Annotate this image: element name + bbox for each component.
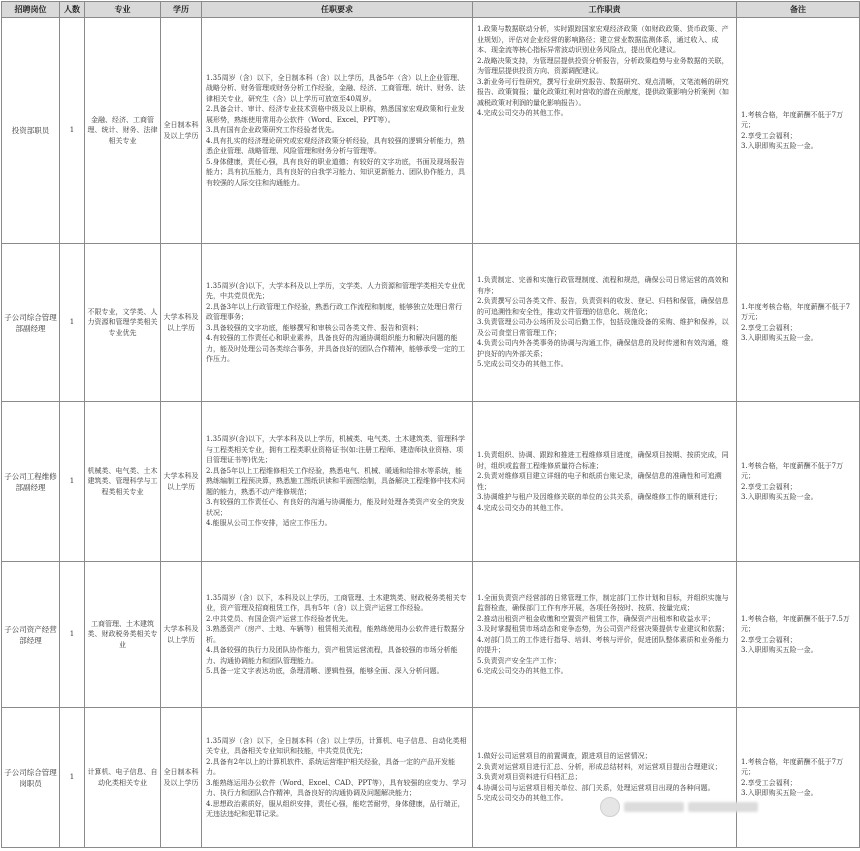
header-education: 学历 <box>161 2 202 18</box>
major-cell: 不限专业，文学类、人力资源和管理学类相关专业优先 <box>85 244 161 402</box>
duties-cell <box>473 402 737 562</box>
table-row <box>2 562 860 708</box>
major-cell: 机械类、电气类、土木建筑类、管理科学与工程类相关专业 <box>85 402 161 562</box>
requirement-item: 2.具备会计、审计、经济专业技术资格中级及以上职称，熟悉国家宏观政策和行业发展形势，熟练使用常用办公软件（Word、Excel、PPT等）。 <box>206 105 465 124</box>
requirement-item: 5.身体健康，责任心强，具有良好的职业道德；有较好的文字功底，书面及现场报告能力；具有抗压能力，具有良好的自我学习能力、知识更新能力、团队协作能力，具有较强的人际交往和沟通能力。 <box>206 157 465 187</box>
requirement-item: 1.35周岁（含）以下，全日制本科（含）以上学历，计算机、电子信息、自动化类相关专业，具备相关专业知识和技能，中共党员优先； <box>206 736 467 755</box>
count-cell: 1 <box>60 18 85 244</box>
remark-item: 2.享受工会福利； <box>741 482 797 491</box>
major-cell: 工商管理、土木建筑类、财政税务类相关专业 <box>85 562 161 708</box>
duty-item: 1.负责制定、完善和实施行政管理制度、流程和规范，确保公司日常运营的高效和有序； <box>477 276 729 295</box>
requirements-cell <box>202 18 473 244</box>
header-count: 人数 <box>60 2 85 18</box>
remark-item: 3.入职即购买五险一金。 <box>741 142 818 150</box>
requirement-item: 1.35周岁（含）以下，全日制本科（含）以上学历，具备5年（含）以上企业管理、战略分析、财务管理或财务分析工作经验，金融、经济、工商管理、统计、财务、法律相关专业，研究生（含）以上学历可放宽至40周岁。 <box>206 73 465 103</box>
requirement-item: 3.能熟练运用办公软件（Word、Excel、CAD、PPT等），具有较强的应变力、学习力、执行力和团队合作精神，具备良好的沟通协调及问题解决能力； <box>206 778 467 797</box>
duty-item: 2.战略决策支持，为管理层提供投资分析报告，分析政策趋势与业务数据的关联，为管理层提供投资方向、资源调配建议。 <box>477 56 729 75</box>
remark-item: 2.享受工会福利； <box>741 131 797 140</box>
requirements-cell <box>202 562 473 708</box>
requirements-cell <box>202 708 473 848</box>
remark-item: 3.入职即购买五险一金。 <box>741 334 818 342</box>
education-cell: 全日制本科及以上学历 <box>161 708 202 848</box>
major-cell: 计算机、电子信息、自动化类相关专业 <box>85 708 161 848</box>
header-requirements: 任职要求 <box>202 2 473 18</box>
requirement-item: 1.35周岁(含)以下，大学本科及以上学历，文学类、人力资源和管理学类相关专业优先，中共党员优先； <box>206 281 466 300</box>
education-cell: 大学本科及以上学历 <box>161 402 202 562</box>
duties-cell <box>473 244 737 402</box>
duty-item: 6.完成公司交办的其他工作。 <box>477 667 568 675</box>
duty-item: 4.负责公司内外各类事务的协调与沟通工作，确保信息的及时传递和有效沟通，维护良好的内外部关系； <box>477 339 729 358</box>
major-cell: 金融、经济、工商管理、统计、财务、法律相关专业 <box>85 18 161 244</box>
remark-item: 3.入职即购买五险一金。 <box>741 789 818 797</box>
duty-item: 5.负责资产安全生产工作； <box>477 656 561 665</box>
requirement-item: 4.有较强的工作责任心和职业素养，具备良好的沟通协调组织能力和解决问题的能力，能及时处理公司各类综合事务，并具备良好的团队合作精神，能够承受一定的工作压力。 <box>206 334 465 363</box>
requirement-item: 5.具备一定文字表达功底，条理清晰、逻辑性强，能够全面、深入分析问题。 <box>206 667 444 675</box>
remark-item: 1.考核合格，年度薪酬不低于7万元； <box>741 757 844 776</box>
requirement-item: 4.思想政治素质好，服从组织安排，责任心强，能吃苦耐劳，身体健康，品行端正，无违法违纪和犯罪记录。 <box>206 799 465 818</box>
education-cell: 大学本科及以上学历 <box>161 562 202 708</box>
remark-item: 1.年度考核合格，年度薪酬不低于7万元； <box>741 302 851 321</box>
requirements-cell <box>202 402 473 562</box>
duty-item: 5.完成公司交办的其他工作。 <box>477 360 568 369</box>
remark-item: 1.考核合格，年度薪酬不低于7万元； <box>741 461 844 480</box>
count-cell: 1 <box>60 244 85 402</box>
duty-item: 3.协调维护与租户及因维修关联的单位的公共关系，确保维修工作的顺利进行； <box>477 493 722 501</box>
duty-item: 2.负责对运营项目进行汇总、分析，形成总结材料，对运营项目提出合理建议； <box>477 762 722 771</box>
table-row <box>2 708 860 848</box>
duty-item: 2.负责撰写公司各类文件、报告，负责资料的收发、登记、归档和保管，确保信息的可追溯性和安全性，推动文件管理的信息化、规范化； <box>477 297 729 316</box>
count-cell: 1 <box>60 708 85 848</box>
remarks-cell <box>737 402 860 562</box>
position-cell: 投资部职员 <box>2 18 60 244</box>
duty-item: 2.推动出租资产租金收缴和空置资产租赁工作，确保资产出租率和收益水平； <box>477 614 715 623</box>
remark-item: 1.考核合格，年度薪酬不低于7万元； <box>741 110 844 129</box>
watermark-blur <box>624 802 684 812</box>
requirement-item: 2.具备5年以上工程维修相关工作经验，熟悉电气、机械、暖通和给排水等系统，能熟练编制工程预决算，熟悉施工图纸识读和平面图绘制，具备解决工程维修中技术问题的能力，熟悉不动产维修规范； <box>206 466 465 496</box>
header-remarks: 备注 <box>737 2 860 18</box>
duty-item: 1.负责组织、协调、跟踪和推进工程维修项目进度，确保项目按期、按质完成，同时，组织或监督工程维修质量符合标准； <box>477 451 729 470</box>
table-row <box>2 402 860 562</box>
requirement-item: 3.具有国有企业政策研究工作经验者优先。 <box>206 126 339 135</box>
count-cell: 1 <box>60 402 85 562</box>
remark-item: 2.享受工会福利； <box>741 323 797 332</box>
requirements-cell <box>202 244 473 402</box>
requirement-item: 1.35周岁(含)以下，大学本科及以上学历，机械类、电气类、土木建筑类、管理科学与工程类相关专业，拥有工程类职业资格证书(如:注册工程师、建造师执业资格、项目管理证书等)优先； <box>206 435 466 465</box>
header-duties: 工作职责 <box>473 2 737 18</box>
requirement-item: 3.有较强的工作责任心、有良好的沟通与协调能力，能及时处理各类资产安全的突发状况； <box>206 498 465 517</box>
duty-item: 4.协调公司与运营项目相关单位、部门关系，处理运营项目出现的各种问题。 <box>477 783 715 792</box>
duty-item: 4.完成公司交办的其他工作。 <box>477 503 568 512</box>
duty-item: 3.负责管理公司办公场所及公司后勤工作，包括设施设备的采购、维护和保养，以及公司食堂日常管理工作； <box>477 318 729 337</box>
duties-cell <box>473 708 737 848</box>
duty-item: 4.对部门员工的工作进行指导、培训、考核与评价，促进团队整体素质和业务能力的提升； <box>477 635 729 654</box>
position-cell: 子公司综合管理部副经理 <box>2 244 60 402</box>
watermark-blur <box>688 802 758 812</box>
remarks-cell <box>737 244 860 402</box>
duty-item: 3.及时掌握租赁市场动态和竞争态势，为公司资产经营决策提供专业建议和依据； <box>477 625 729 633</box>
table-row <box>2 244 860 402</box>
header-major: 专业 <box>85 2 161 18</box>
requirement-item: 4.具有扎实的经济理论研究或宏观经济政策分析经验，具有较强的逻辑分析能力，熟悉企业管理、战略管理、风险管理和财务分析与管理等。 <box>206 136 465 156</box>
header-position: 招聘岗位 <box>2 2 60 18</box>
duties-cell <box>473 18 737 244</box>
duty-item: 3.负责对项目资料进行归档汇总； <box>477 773 582 782</box>
table-row <box>2 18 860 244</box>
count-cell: 1 <box>60 562 85 708</box>
requirement-item: 2.具备3年以上行政管理工作经验，熟悉行政工作流程和制度，能够独立处理日常行政管理事务； <box>206 302 463 321</box>
remarks-cell <box>737 562 860 708</box>
remark-item: 1.考核合格，年度薪酬不低于7.5万元； <box>741 614 850 633</box>
duty-item: 2.负责对维修项目建立详细的电子和纸质台账记录，确保信息的准确性和可追溯性； <box>477 472 722 491</box>
remark-item: 2.享受工会福利； <box>741 778 797 787</box>
duty-item: 1.全面负责资产经营部的日常管理工作，制定部门工作计划和目标，并组织实施与监督检查，确保部门工作有序开展，各项任务按时、按质、按量完成； <box>477 593 729 612</box>
requirement-item: 2.中共党员、有国企资产运营工作经验者优先。 <box>206 614 353 623</box>
duty-item: 4.完成公司交办的其他工作。 <box>477 109 568 117</box>
requirement-item: 3.熟悉资产（房产、土地、车辆等）租赁相关流程，能熟练使用办公软件进行数据分析。 <box>206 625 465 644</box>
remarks-cell <box>737 18 860 244</box>
requirement-item: 4.能服从公司工作安排，适应工作压力。 <box>206 519 332 528</box>
duty-item: 1.政策与数据联动分析，实时跟踪国家宏观经济政策（如财政政策、货币政策、产业规划），评估对企业经营的影响路径；建立营业数据监测体系，通过收入、成本、现金流等核心指标异常波动识别业务风险点，提出优化建议。 <box>477 25 729 54</box>
duty-item: 3.新业务可行性研究，撰写行业研究报告、数据研究、观点清晰，文笔流畅的研究报告、政策简报；量化政策红利对营收的潜在贡献度，提供政策影响分析案例（如减税政策对利润的量化影响报告）。 <box>477 77 729 107</box>
position-cell: 子公司资产经营部经理 <box>2 562 60 708</box>
recruitment-table <box>1 1 860 848</box>
remark-item: 3.入职即购买五险一金。 <box>741 646 818 654</box>
requirement-item: 1.35周岁（含）以下，本科及以上学历，工商管理、土木建筑类、财政税务类相关专业，资产管理及招商租赁工作，具有5年（含）以上资产运营工作经验。 <box>206 593 467 612</box>
duties-cell <box>473 562 737 708</box>
duty-item: 1.做好公司运营项目的前置调查，跟进项目的运营情况； <box>477 752 652 761</box>
remark-item: 3.入职即购买五险一金。 <box>741 493 818 501</box>
watermark <box>600 796 810 818</box>
header-row <box>2 2 860 18</box>
requirement-item: 4.具备较强的执行力及团队协作能力，资产租赁运营流程，具备较强的市场分析能力、沟通协调能力和团队管理能力。 <box>206 646 458 665</box>
requirement-item: 3.具备较强的文字功底，能够撰写和审核公司各类文件、报告和资料； <box>206 323 423 332</box>
requirement-item: 2.具备有2年以上的计算机软件、系统运营维护相关经验，具备一定的产品开发能力。 <box>206 757 456 776</box>
remarks-cell <box>737 708 860 848</box>
education-cell: 全日制本科及以上学历 <box>161 18 202 244</box>
wechat-logo-icon <box>600 797 620 817</box>
education-cell: 大学本科及以上学历 <box>161 244 202 402</box>
duty-item: 5.完成公司交办的其他工作。 <box>477 794 568 803</box>
remark-item: 2.享受工会福利； <box>741 635 797 644</box>
position-cell: 子公司工程维修部副经理 <box>2 402 60 562</box>
position-cell: 子公司综合管理岗职员 <box>2 708 60 848</box>
